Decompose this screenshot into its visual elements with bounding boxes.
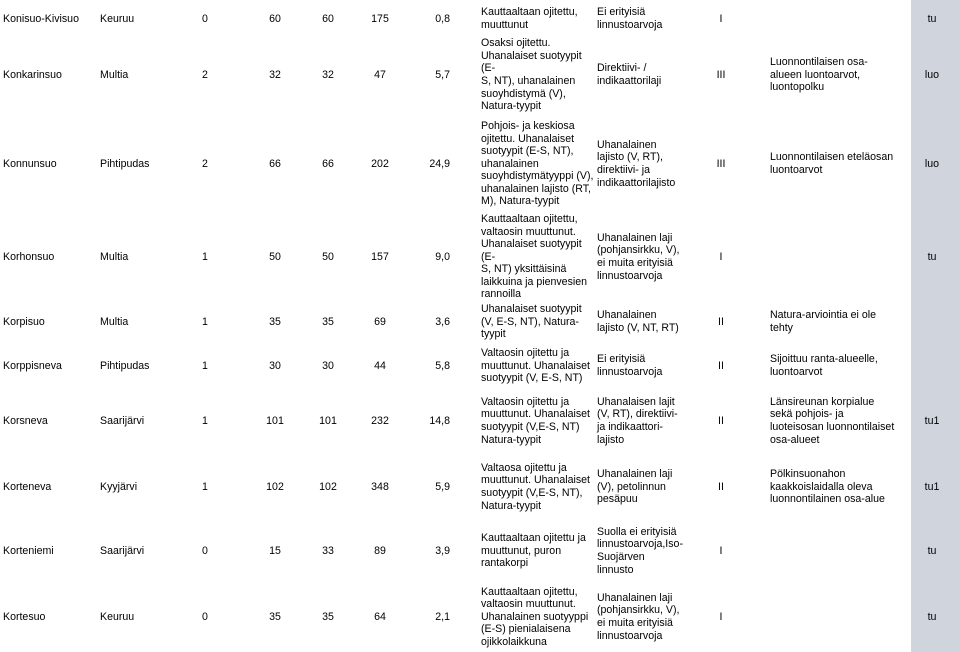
- name-cell: [3, 458, 98, 516]
- name-cell-text: Korppisneva: [3, 359, 62, 372]
- value-d-cell-text: 0,8: [435, 12, 450, 25]
- value-d-cell-text: 2,1: [435, 610, 450, 623]
- value-d-cell-text: 5,8: [435, 359, 450, 372]
- value-a-cell-text: 35: [269, 315, 281, 328]
- value-c-cell: [360, 392, 400, 450]
- value-a-cell: [255, 392, 295, 450]
- note-cell-text: Sijoittuu ranta-alueelle, luontoarvot: [770, 353, 878, 378]
- table-row: [0, 300, 960, 344]
- code-cell: [908, 528, 956, 574]
- note-cell-text: Natura-arviointia ei ole tehty: [770, 309, 876, 334]
- value-b-cell: [308, 528, 348, 574]
- value-c-cell-text: 175: [371, 12, 389, 25]
- count-cell-text: 2: [202, 157, 208, 170]
- code-cell-text: tu: [927, 250, 937, 263]
- class-cell: [706, 528, 736, 574]
- value-d-cell: [412, 344, 450, 388]
- note-cell: [770, 458, 900, 516]
- count-cell: [195, 0, 215, 38]
- class-cell-text: I: [719, 250, 723, 263]
- description-cell-text: Pohjois- ja keskiosa ojitettu. Uhanalaiset suotyypit (E-S, NT), uhanalainen suoyhdistymätyyppi (V), uhanalainen lajisto (RT, M), Natura-tyypit: [481, 119, 594, 208]
- class-cell: [706, 216, 736, 298]
- class-cell: [706, 116, 736, 212]
- code-cell: [908, 40, 956, 110]
- name-cell: [3, 300, 98, 344]
- class-cell: [706, 300, 736, 344]
- municipality-cell: [100, 458, 200, 516]
- municipality-cell-text: Kyyjärvi: [100, 480, 138, 493]
- name-cell-text: Korpisuo: [3, 315, 45, 328]
- value-a-cell-text: 35: [269, 610, 281, 623]
- table-row: [0, 212, 960, 301]
- table-row: [0, 116, 960, 212]
- value-c-cell: [360, 40, 400, 110]
- value-d-cell-text: 3,6: [435, 315, 450, 328]
- species-cell: [597, 0, 695, 38]
- value-a-cell: [255, 344, 295, 388]
- value-d-cell-text: 24,9: [429, 157, 450, 170]
- note-cell: [770, 344, 900, 388]
- class-cell-text: II: [718, 359, 724, 372]
- name-cell: [3, 116, 98, 212]
- code-cell: [908, 116, 956, 212]
- class-cell: [706, 0, 736, 38]
- name-cell-text: Korteneva: [3, 480, 52, 493]
- count-cell-text: 2: [202, 68, 208, 81]
- table-row: [0, 525, 960, 576]
- value-b-cell-text: 32: [322, 68, 334, 81]
- species-cell: [597, 300, 695, 344]
- count-cell-text: 1: [202, 414, 208, 427]
- value-b-cell: [308, 40, 348, 110]
- name-cell-text: Kortesuo: [3, 610, 46, 623]
- description-cell-text: Valtaosin ojitettu ja muuttunut. Uhanalaiset suotyypit (V, E-S, NT): [481, 347, 590, 385]
- class-cell: [706, 344, 736, 388]
- description-cell-text: Valtaosin ojitettu ja muuttunut. Uhanalaiset suotyypit (V,E-S, NT) Natura-tyypit: [481, 395, 590, 446]
- value-c-cell-text: 89: [374, 544, 386, 557]
- value-c-cell: [360, 116, 400, 212]
- value-b-cell: [308, 458, 348, 516]
- class-cell-text: II: [718, 414, 724, 427]
- count-cell-text: 1: [202, 359, 208, 372]
- description-cell-text: Uhanalaiset suotyypit (V, E-S, NT), Natura- tyypit: [481, 303, 582, 341]
- count-cell-text: 0: [202, 544, 208, 557]
- value-c-cell-text: 69: [374, 315, 386, 328]
- value-d-cell: [412, 0, 450, 38]
- municipality-cell: [100, 300, 200, 344]
- note-cell: [770, 216, 900, 298]
- value-c-cell: [360, 216, 400, 298]
- municipality-cell-text: Keuruu: [100, 610, 135, 623]
- note-cell: [770, 528, 900, 574]
- count-cell-text: 1: [202, 315, 208, 328]
- code-cell-text: luo: [924, 157, 940, 170]
- value-d-cell: [412, 116, 450, 212]
- code-cell: [908, 300, 956, 344]
- description-cell-text: Valtaosa ojitettu ja muuttunut. Uhanalaiset suotyypit (V,E-S, NT), Natura-tyypit: [481, 461, 590, 512]
- description-cell: [481, 116, 596, 212]
- name-cell: [3, 344, 98, 388]
- value-d-cell-text: 5,9: [435, 480, 450, 493]
- name-cell-text: Konkarinsuo: [3, 68, 62, 81]
- value-b-cell-text: 30: [322, 359, 334, 372]
- note-cell-text: Länsireunan korpialue sekä pohjois- ja luoteisosan luonnontilaiset osa-alueet: [770, 395, 895, 446]
- value-c-cell: [360, 0, 400, 38]
- value-d-cell-text: 9,0: [435, 250, 450, 263]
- name-cell-text: Korteniemi: [3, 544, 54, 557]
- species-cell-text: Uhanalaisen lajit (V, RT), direktiivi- ja indikaattori- lajisto: [597, 395, 678, 446]
- species-cell: [597, 458, 695, 516]
- code-cell: [908, 392, 956, 450]
- code-cell: [908, 458, 956, 516]
- value-a-cell-text: 32: [269, 68, 281, 81]
- value-b-cell: [308, 216, 348, 298]
- class-cell-text: I: [719, 12, 723, 25]
- value-a-cell: [255, 528, 295, 574]
- code-cell-text: tu: [927, 12, 937, 25]
- value-c-cell-text: 64: [374, 610, 386, 623]
- value-d-cell-text: 3,9: [435, 544, 450, 557]
- count-cell: [195, 116, 215, 212]
- value-a-cell-text: 66: [269, 157, 281, 170]
- count-cell: [195, 300, 215, 344]
- municipality-cell-text: Multia: [100, 250, 129, 263]
- code-cell: [908, 582, 956, 652]
- value-a-cell: [255, 216, 295, 298]
- species-cell: [597, 582, 695, 652]
- class-cell: [706, 458, 736, 516]
- municipality-cell-text: Keuruu: [100, 12, 135, 25]
- code-cell: [908, 344, 956, 388]
- municipality-cell: [100, 344, 200, 388]
- species-cell-text: Ei erityisiä linnustoarvoja: [597, 353, 663, 378]
- municipality-cell: [100, 392, 200, 450]
- count-cell-text: 1: [202, 480, 208, 493]
- value-d-cell: [412, 392, 450, 450]
- name-cell: [3, 216, 98, 298]
- species-cell: [597, 40, 695, 110]
- name-cell-text: Konisuo-Kivisuo: [3, 12, 79, 25]
- value-b-cell: [308, 0, 348, 38]
- name-cell: [3, 40, 98, 110]
- value-a-cell-text: 50: [269, 250, 281, 263]
- value-d-cell: [412, 40, 450, 110]
- municipality-cell-text: Pihtipudas: [100, 359, 150, 372]
- value-a-cell: [255, 458, 295, 516]
- description-cell: [481, 392, 596, 450]
- code-cell: [908, 216, 956, 298]
- value-b-cell-text: 102: [319, 480, 337, 493]
- species-cell: [597, 525, 695, 576]
- class-cell-text: I: [719, 610, 723, 623]
- value-d-cell-text: 14,8: [429, 414, 450, 427]
- municipality-cell-text: Pihtipudas: [100, 157, 150, 170]
- species-cell-text: Uhanalainen laji (V), petolinnun pesäpuu: [597, 468, 673, 506]
- name-cell-text: Korhonsuo: [3, 250, 55, 263]
- municipality-cell-text: Saarijärvi: [100, 414, 145, 427]
- value-c-cell: [360, 344, 400, 388]
- count-cell: [195, 528, 215, 574]
- description-cell: [481, 0, 596, 38]
- value-a-cell: [255, 116, 295, 212]
- value-b-cell-text: 35: [322, 610, 334, 623]
- value-b-cell: [308, 116, 348, 212]
- table-row: [0, 0, 960, 38]
- municipality-cell: [100, 40, 200, 110]
- name-cell-text: Korsneva: [3, 414, 48, 427]
- species-cell-text: Uhanalainen laji (pohjansirkku, V), ei muita erityisiä linnustoarvoja: [597, 591, 680, 642]
- table-row: [0, 344, 960, 388]
- value-b-cell: [308, 582, 348, 652]
- class-cell-text: III: [716, 157, 726, 170]
- value-d-cell-text: 5,7: [435, 68, 450, 81]
- municipality-cell: [100, 216, 200, 298]
- value-b-cell-text: 35: [322, 315, 334, 328]
- table-row: [0, 392, 960, 450]
- description-cell: [481, 582, 596, 652]
- code-cell-text: tu: [927, 544, 937, 557]
- code-cell-text: tu1: [924, 414, 940, 427]
- class-cell-text: I: [719, 544, 723, 557]
- table-row: [0, 37, 960, 113]
- value-c-cell: [360, 300, 400, 344]
- class-cell: [706, 40, 736, 110]
- count-cell-text: 0: [202, 610, 208, 623]
- note-cell: [770, 40, 900, 110]
- count-cell: [195, 582, 215, 652]
- value-d-cell: [412, 528, 450, 574]
- species-cell-text: Uhanalainen lajisto (V, RT), direktiivi- ja indikaattorilajisto: [597, 138, 676, 189]
- value-c-cell: [360, 528, 400, 574]
- species-cell-text: Uhanalainen laji (pohjansirkku, V), ei muita erityisiä linnustoarvoja: [597, 231, 680, 282]
- value-d-cell: [412, 582, 450, 652]
- value-b-cell-text: 101: [319, 414, 337, 427]
- value-a-cell-text: 102: [266, 480, 284, 493]
- value-b-cell: [308, 392, 348, 450]
- municipality-cell: [100, 0, 200, 38]
- note-cell-text: Pölkinsuonahon kaakkoislaidalla oleva luonnontilainen osa-alue: [770, 468, 885, 506]
- value-a-cell-text: 30: [269, 359, 281, 372]
- name-cell: [3, 582, 98, 652]
- note-cell: [770, 116, 900, 212]
- species-cell-text: Suolla ei erityisiä linnustoarvoja,Iso- Suojärven linnusto: [597, 525, 683, 576]
- note-cell-text: Luonnontilaisen osa- alueen luontoarvot, luontopolku: [770, 56, 868, 94]
- value-a-cell-text: 60: [269, 12, 281, 25]
- municipality-cell-text: Multia: [100, 315, 129, 328]
- count-cell: [195, 344, 215, 388]
- municipality-cell-text: Multia: [100, 68, 129, 81]
- value-c-cell-text: 348: [371, 480, 389, 493]
- code-cell-text: luo: [924, 68, 940, 81]
- value-c-cell-text: 44: [374, 359, 386, 372]
- count-cell: [195, 40, 215, 110]
- description-cell-text: Osaksi ojitettu. Uhanalaiset suotyypit (E- S, NT), uhanalainen suoyhdistymä (V), Natura-tyypit: [481, 37, 582, 113]
- municipality-cell-text: Saarijärvi: [100, 544, 145, 557]
- description-cell: [481, 528, 596, 574]
- code-cell-text: tu: [927, 610, 937, 623]
- count-cell-text: 0: [202, 12, 208, 25]
- value-b-cell-text: 33: [322, 544, 334, 557]
- count-cell-text: 1: [202, 250, 208, 263]
- description-cell-text: Kauttaaltaan ojitettu, valtaosin muuttunut. Uhanalainen suotyyppi (E-S) pienialaisena ojikkolaikkuna: [481, 585, 589, 648]
- value-d-cell: [412, 458, 450, 516]
- note-cell: [770, 0, 900, 38]
- description-cell-text: Kauttaaltaan ojitettu ja muuttunut, puron rantakorpi: [481, 532, 586, 570]
- name-cell: [3, 392, 98, 450]
- value-b-cell-text: 50: [322, 250, 334, 263]
- table-row: [0, 458, 960, 516]
- description-cell: [481, 37, 596, 113]
- name-cell: [3, 528, 98, 574]
- municipality-cell: [100, 528, 200, 574]
- value-c-cell-text: 157: [371, 250, 389, 263]
- value-b-cell-text: 60: [322, 12, 334, 25]
- note-cell: [770, 300, 900, 344]
- value-c-cell-text: 47: [374, 68, 386, 81]
- note-cell-text: Luonnontilaisen eteläosan luontoarvot: [770, 151, 894, 176]
- species-cell: [597, 344, 695, 388]
- value-a-cell: [255, 40, 295, 110]
- value-a-cell: [255, 300, 295, 344]
- value-a-cell-text: 101: [266, 414, 284, 427]
- count-cell: [195, 216, 215, 298]
- note-cell: [770, 582, 900, 652]
- value-a-cell-text: 15: [269, 544, 281, 557]
- class-cell-text: III: [716, 68, 726, 81]
- description-cell: [481, 458, 596, 516]
- description-cell: [481, 212, 596, 301]
- value-d-cell: [412, 216, 450, 298]
- value-c-cell: [360, 458, 400, 516]
- value-c-cell-text: 232: [371, 414, 389, 427]
- value-c-cell: [360, 582, 400, 652]
- code-cell-text: tu1: [924, 480, 940, 493]
- count-cell: [195, 458, 215, 516]
- note-cell: [770, 392, 900, 450]
- value-b-cell-text: 66: [322, 157, 334, 170]
- description-cell-text: Kauttaaltaan ojitettu, muuttunut: [481, 6, 578, 31]
- name-cell-text: Konnunsuo: [3, 157, 57, 170]
- class-cell-text: II: [718, 315, 724, 328]
- value-a-cell: [255, 582, 295, 652]
- count-cell: [195, 392, 215, 450]
- name-cell: [3, 0, 98, 38]
- class-cell: [706, 582, 736, 652]
- description-cell: [481, 300, 596, 344]
- description-cell-text: Kauttaaltaan ojitettu, valtaosin muuttunut. Uhanalaiset suotyypit (E- S, NT) yksittäisinä laikkuina ja pienvesien rannoilla: [481, 212, 588, 301]
- value-d-cell: [412, 300, 450, 344]
- species-cell-text: Ei erityisiä linnustoarvoja: [597, 6, 663, 31]
- description-cell: [481, 344, 596, 388]
- value-b-cell: [308, 300, 348, 344]
- table-row: [0, 582, 960, 652]
- species-cell: [597, 392, 695, 450]
- municipality-cell: [100, 116, 200, 212]
- class-cell-text: II: [718, 480, 724, 493]
- species-cell-text: Direktiivi- / indikaattorilaji: [597, 62, 662, 87]
- value-b-cell: [308, 344, 348, 388]
- code-cell: [908, 0, 956, 38]
- municipality-cell: [100, 582, 200, 652]
- species-cell: [597, 216, 695, 298]
- species-cell: [597, 116, 695, 212]
- species-cell-text: Uhanalainen lajisto (V, NT, RT): [597, 309, 679, 334]
- class-cell: [706, 392, 736, 450]
- value-c-cell-text: 202: [371, 157, 389, 170]
- value-a-cell: [255, 0, 295, 38]
